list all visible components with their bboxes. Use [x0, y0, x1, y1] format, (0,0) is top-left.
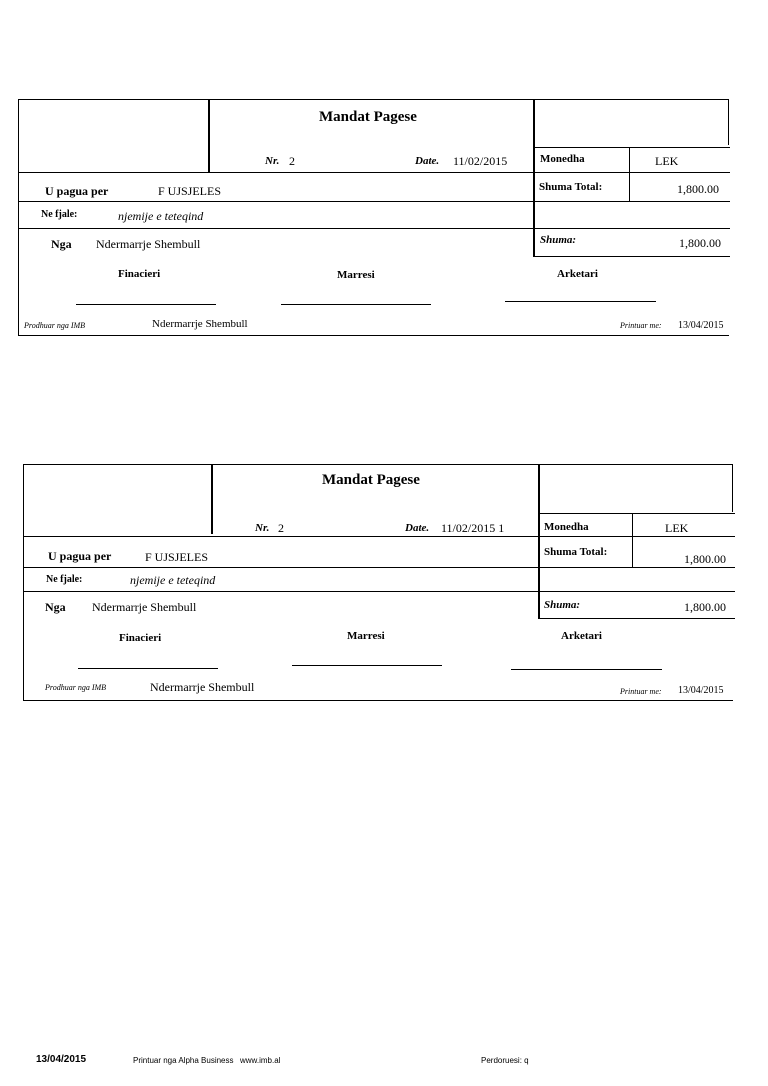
shuma-value: 1,800.00 — [679, 236, 721, 250]
printuar-date: 13/04/2015 — [678, 685, 724, 696]
date-label: Date. — [415, 155, 440, 167]
nga-label: Nga — [45, 600, 66, 614]
nefjale-label: Ne fjale: — [46, 574, 83, 585]
shuma-value: 1,800.00 — [684, 600, 726, 614]
nefjale-value: njemije e teteqind — [130, 573, 216, 587]
signature-line-finacieri — [78, 668, 218, 669]
monedha-label: Monedha — [544, 521, 589, 533]
footer-printed-by: Printuar nga Alpha Business — [133, 1056, 234, 1065]
form-title: Mandat Pagese — [319, 109, 417, 125]
shuma-total-value: 1,800.00 — [677, 182, 719, 196]
printuar-label: Printuar me: — [620, 687, 662, 696]
shuma-label: Shuma: — [540, 234, 577, 246]
upagua-label: U pagua per — [45, 184, 109, 198]
sign-finacieri-label: Finacieri — [118, 268, 161, 280]
signature-line-finacieri — [76, 304, 216, 305]
date-value: 11/02/2015 1 — [441, 521, 505, 535]
monedha-value: LEK — [665, 521, 689, 535]
sign-marresi-label: Marresi — [347, 630, 385, 642]
printuar-date: 13/04/2015 — [678, 320, 724, 331]
signature-line-marresi — [292, 665, 442, 666]
footer-website: www.imb.al — [240, 1056, 281, 1065]
footer-user: Perdoruesi: q — [481, 1056, 529, 1065]
printuar-label: Printuar me: — [620, 321, 662, 330]
sign-arketari-label: Arketari — [557, 268, 598, 280]
sign-marresi-label: Marresi — [337, 269, 375, 281]
date-label: Date. — [405, 522, 430, 534]
footer-date: 13/04/2015 — [36, 1054, 87, 1065]
nga-label: Nga — [51, 237, 72, 251]
signature-line-arketari — [511, 669, 662, 670]
upagua-label: U pagua per — [48, 549, 112, 563]
upagua-value: F UJSJELES — [145, 550, 209, 564]
form-title: Mandat Pagese — [322, 472, 420, 488]
signature-line-arketari — [505, 301, 656, 302]
prodhuar-label: Prodhuar nga IMB — [24, 321, 86, 330]
upagua-value: F UJSJELES — [158, 184, 222, 198]
sign-finacieri-label: Finacieri — [119, 632, 162, 644]
nga-value: Ndermarrje Shembull — [92, 600, 197, 614]
monedha-value: LEK — [655, 154, 679, 168]
shuma-total-label: Shuma Total: — [539, 181, 603, 193]
nefjale-label: Ne fjale: — [41, 209, 78, 220]
nr-label: Nr. — [255, 522, 270, 534]
nr-value: 2 — [278, 521, 284, 535]
nefjale-value: njemije e teteqind — [118, 209, 204, 223]
company-name: Ndermarrje Shembull — [150, 680, 255, 694]
monedha-label: Monedha — [540, 153, 585, 165]
shuma-total-value: 1,800.00 — [684, 552, 726, 566]
prodhuar-label: Prodhuar nga IMB — [45, 683, 107, 692]
nr-value: 2 — [289, 154, 295, 168]
company-name: Ndermarrje Shembull — [152, 318, 248, 330]
shuma-total-label: Shuma Total: — [544, 546, 608, 558]
nga-value: Ndermarrje Shembull — [96, 237, 201, 251]
sign-arketari-label: Arketari — [561, 630, 602, 642]
date-value: 11/02/2015 — [453, 154, 508, 168]
shuma-label: Shuma: — [544, 599, 581, 611]
signature-line-marresi — [281, 304, 431, 305]
nr-label: Nr. — [265, 155, 280, 167]
